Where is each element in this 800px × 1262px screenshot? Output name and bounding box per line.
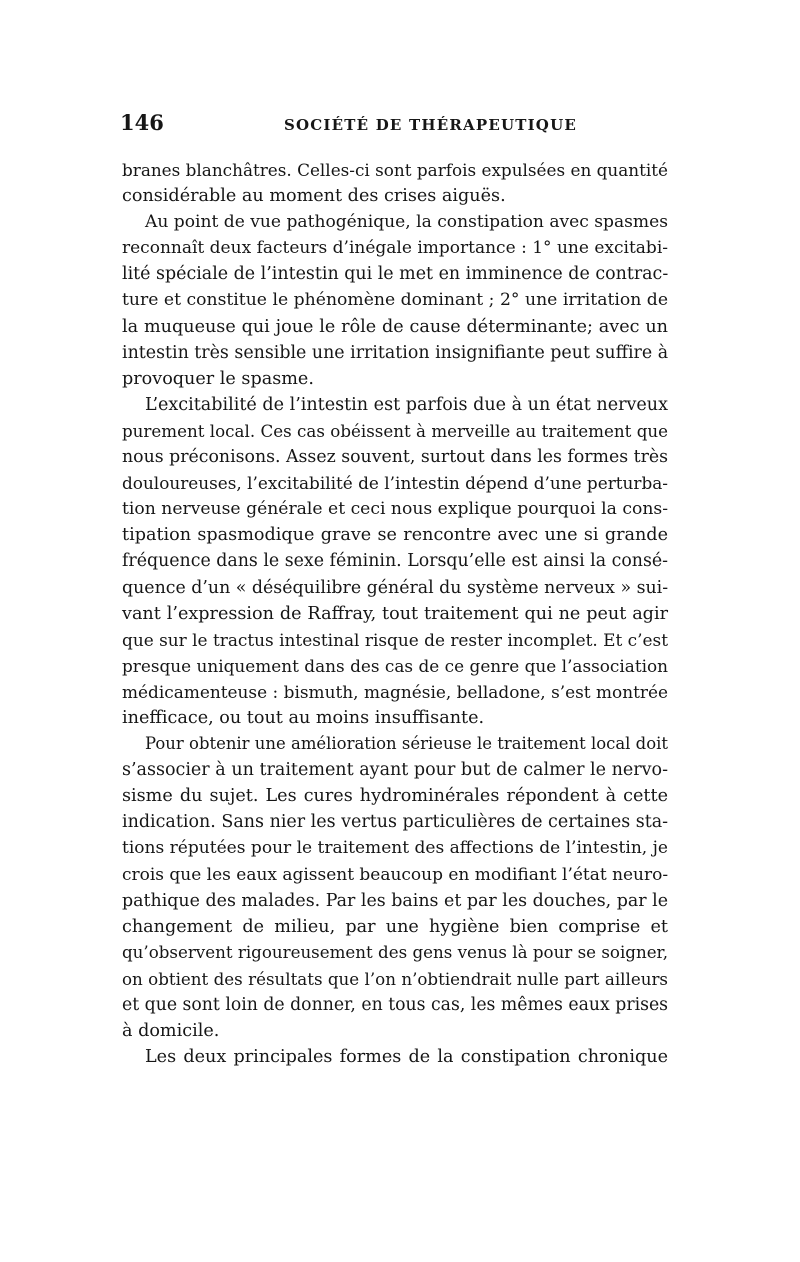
text-line: tipation spasmodique grave se rencontre avec une si grande — [122, 525, 668, 546]
text-line: changement de milieu, par une hygiène bien comprise et — [122, 916, 668, 937]
text-line: que sur le tractus intestinal risque de rester incomplet. Et c’est — [122, 629, 668, 650]
text-line: fréquence dans le sexe féminin. Lorsqu’elle est ainsi la consé- — [122, 551, 668, 572]
text-line: provoquer le spasme. — [122, 368, 314, 389]
page-number: 146 — [120, 110, 164, 135]
text-line: Au point de vue pathogénique, la constipation avec spasmes — [145, 212, 668, 233]
text-line: à domicile. — [122, 1021, 220, 1042]
text-line: s’associer à un traitement ayant pour but de calmer le nervo- — [122, 760, 668, 781]
text-line: et que sont loin de donner, en tous cas, les mêmes eaux prises — [122, 995, 669, 1015]
text-line: Pour obtenir une amélioration sérieuse le traitement local doit — [145, 734, 668, 754]
text-line: douloureuses, l’excitabilité de l’intestin dépend d’une perturba- — [122, 473, 668, 494]
text-line: L’excitabilité de l’intestin est parfois due à un état nerveux — [145, 394, 668, 415]
text-line: pathique des malades. Par les bains et par les douches, par le — [122, 890, 668, 911]
text-line: presque uniquement dans des cas de ce genre que l’association — [122, 655, 668, 676]
text-line: considérable au moment des crises aiguës. — [122, 186, 506, 207]
text-line: indication. Sans nier les vertus particulières de certaines sta- — [122, 812, 669, 833]
text-line: tion nerveuse générale et ceci nous explique pourquoi la cons- — [122, 499, 668, 520]
text-line: intestin très sensible une irritation insignifiante peut suffire à — [122, 342, 669, 363]
body-text — [122, 157, 668, 1070]
text-line: purement local. Ces cas obéissent à merveille au traitement que — [122, 420, 668, 441]
text-line: inefficace, ou tout au moins insuffisante. — [122, 707, 485, 728]
text-line: qu’observent rigoureusement des gens venus là pour se soigner, — [122, 942, 668, 962]
text-line: lité spéciale de l’intestin qui le met en imminence de contrac- — [122, 264, 669, 285]
text-line: médicamenteuse : bismuth, magnésie, belladone, s’est montrée — [122, 681, 668, 702]
text-line: Les deux principales formes de la constipation chronique — [145, 1047, 668, 1068]
text-line: crois que les eaux agissent beaucoup en modifiant l’état neuro- — [122, 864, 669, 885]
running-head: SOCIÉTÉ DE THÉRAPEUTIQUE — [284, 116, 577, 134]
text-line: branes blanchâtres. Celles-ci sont parfois expulsées en quantité — [122, 160, 668, 180]
text-line: quence d’un « déséquilibre général du système nerveux » sui- — [122, 577, 669, 598]
text-line: la muqueuse qui joue le rôle de cause déterminante; avec un — [122, 316, 668, 337]
text-line: ture et constitue le phénomène dominant ; 2° une irritation de — [122, 290, 668, 311]
page-header — [120, 110, 670, 140]
text-line: vant l’expression de Raffray, tout traitement qui ne peut agir — [122, 603, 668, 624]
text-line: sisme du sujet. Les cures hydrominérales répondent à cette — [122, 786, 668, 807]
text-line: reconnaît deux facteurs d’inégale importance : 1° une excitabi- — [122, 238, 668, 259]
text-line: on obtient des résultats que l’on n’obtiendrait nulle part ailleurs — [122, 968, 668, 989]
text-line: tions réputées pour le traitement des affections de l’intestin, je — [122, 838, 668, 859]
text-line: nous préconisons. Assez souvent, surtout dans les formes très — [122, 447, 669, 468]
